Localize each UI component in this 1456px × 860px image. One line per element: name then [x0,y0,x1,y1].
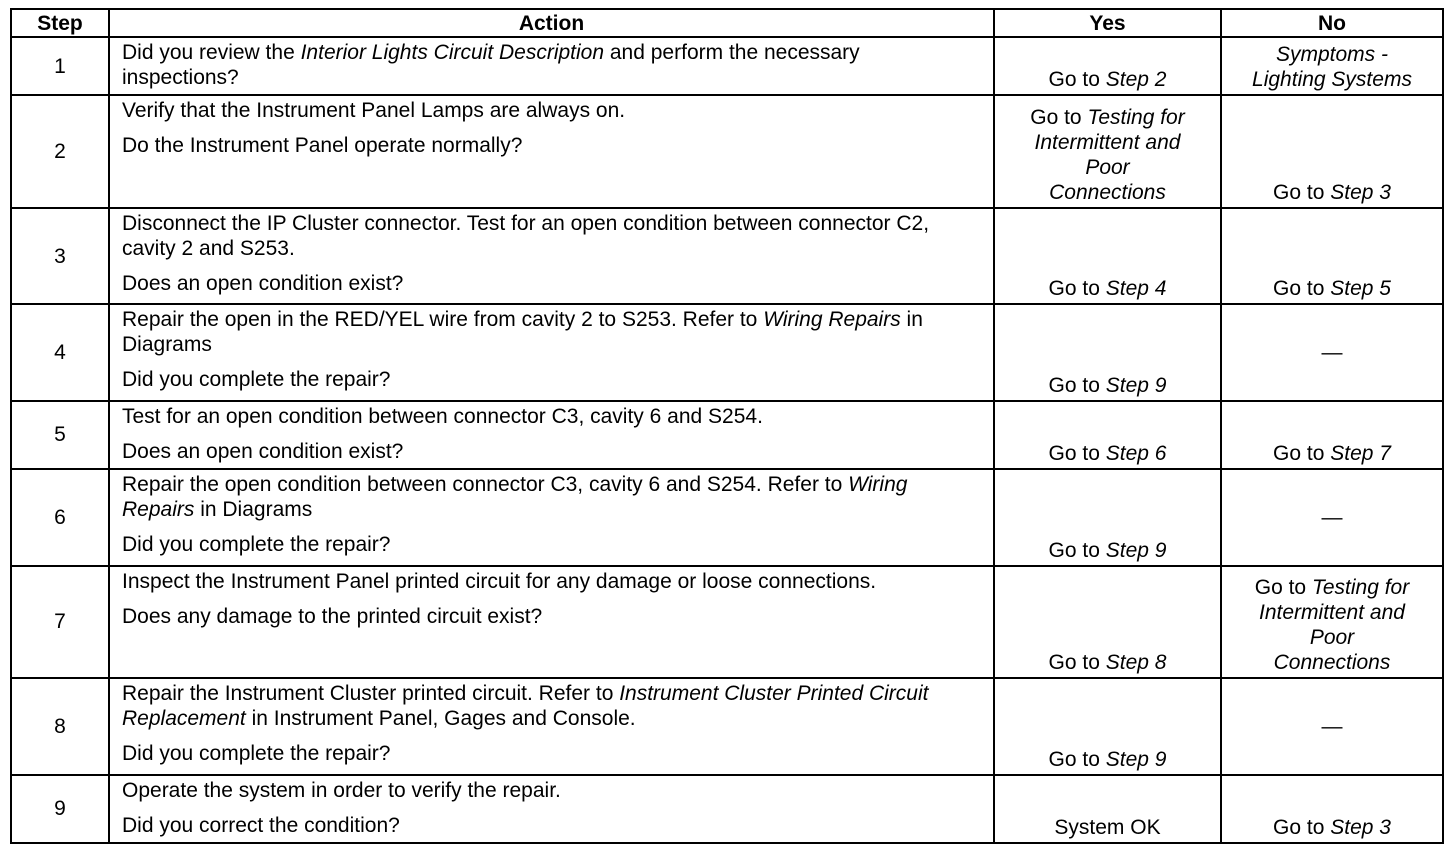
action-cell [109,95,994,208]
no-cell [1221,401,1443,469]
no-cell [1221,95,1443,208]
action-text: Did you review the [122,41,301,64]
action-cell [109,678,994,774]
yes-link[interactable]: Intermittent and [1034,130,1181,154]
table-row [11,469,1443,565]
header-row [11,9,1443,37]
no-cell [1221,208,1443,304]
action-cell [109,208,994,304]
table-row [11,208,1443,304]
action-question: Does any damage to the printed circuit exist? [122,604,543,628]
yes-link[interactable]: Step 6 [1105,442,1167,466]
yes-prefix: Go to [1048,68,1106,92]
action-reference: Instrument Cluster Printed Circuit Replacement [122,682,929,731]
yes-cell [994,469,1221,565]
no-prefix: Go to [1254,576,1312,600]
no-dash: — [1321,505,1343,529]
no-link[interactable]: Intermittent and [1259,601,1405,625]
yes-cell [994,304,1221,400]
header-no: No [1221,9,1443,37]
yes-prefix: Go to [1048,373,1106,397]
yes-link[interactable]: Step 9 [1105,747,1167,771]
action-text: in Diagrams [122,308,923,357]
yes-link[interactable]: Step 8 [1105,651,1167,675]
no-cell [1221,469,1443,565]
action-text: Operate the system in order to verify the repair. [122,778,561,802]
header-yes: Yes [994,9,1221,37]
action-text: Repair the Instrument Cluster printed circuit. Refer to [122,682,620,706]
action-text: in Diagrams [194,498,313,522]
no-link[interactable]: Step 3 [1330,816,1391,839]
step-number: 7 [11,566,109,679]
action-question: Did you complete the repair? [122,368,391,392]
step-number: 5 [11,401,109,469]
action-question: Does an open condition exist? [122,439,404,463]
action-text: Inspect the Instrument Panel printed circuit for any damage or loose connections. [122,569,877,593]
action-text: Repair the open condition between connector C3, cavity 6 and S254. Refer to [122,473,849,497]
action-text: Disconnect the IP Cluster connector. Test for an open condition between connector C2, cavity 2 and S253. [122,211,930,260]
table-row [11,401,1443,469]
action-reference: Interior Lights Circuit Description [300,41,605,64]
action-text: Repair the open in the RED/YEL wire from cavity 2 to S253. Refer to [122,308,764,332]
no-cell [1221,37,1443,95]
no-link[interactable]: Lighting Systems [1252,68,1412,92]
yes-cell [994,95,1221,208]
no-dash: — [1321,341,1343,365]
action-reference: Wiring Repairs [122,473,908,522]
yes-link[interactable]: Poor [1085,155,1130,179]
no-link[interactable]: Connections [1273,651,1391,675]
no-prefix: Go to [1273,180,1331,204]
diagnostic-table [10,8,1444,844]
action-question: Did you correct the condition? [122,813,400,837]
action-cell [109,469,994,565]
step-number: 1 [11,37,109,95]
no-link[interactable]: Poor [1309,626,1355,650]
yes-prefix: Go to [1048,538,1106,562]
yes-link[interactable]: Connections [1049,180,1166,204]
action-question: Do the Instrument Panel operate normally? [122,134,523,158]
action-question: Did you complete the repair? [122,533,391,557]
no-prefix: Go to [1273,277,1331,301]
action-question: Does an open condition exist? [122,271,404,295]
yes-link[interactable]: Step 9 [1105,373,1167,397]
yes-prefix: Go to [1048,442,1106,466]
table-row [11,37,1443,95]
header-step: Step [11,9,109,37]
action-question: Did you complete the repair? [122,742,391,766]
step-number: 2 [11,95,109,208]
action-cell [109,37,994,95]
yes-result: System OK [1054,816,1161,839]
action-text: in Instrument Panel, Gages and Console. [245,707,636,731]
yes-prefix: Go to [1030,105,1088,129]
table-row [11,95,1443,208]
no-link[interactable]: Step 5 [1330,277,1391,301]
yes-cell [994,566,1221,679]
no-cell [1221,304,1443,400]
yes-cell [994,401,1221,469]
action-cell [109,775,994,843]
no-cell [1221,775,1443,843]
yes-cell [994,678,1221,774]
step-number: 8 [11,678,109,774]
yes-link[interactable]: Step 2 [1105,68,1167,92]
yes-link[interactable]: Step 4 [1105,277,1167,301]
step-number: 6 [11,469,109,565]
step-number: 9 [11,775,109,843]
action-reference: Wiring Repairs [763,308,901,332]
yes-link[interactable]: Testing for [1087,105,1185,129]
table-row [11,678,1443,774]
no-link[interactable]: Symptoms - [1275,43,1388,67]
header-action: Action [109,9,994,37]
no-dash: — [1321,714,1343,738]
table-row [11,775,1443,843]
no-cell [1221,566,1443,679]
action-text: Verify that the Instrument Panel Lamps are always on. [122,99,626,123]
yes-cell [994,775,1221,843]
table-row [11,304,1443,400]
yes-prefix: Go to [1048,747,1106,771]
no-link[interactable]: Step 3 [1330,180,1391,204]
step-number: 4 [11,304,109,400]
yes-prefix: Go to [1048,277,1106,301]
no-link[interactable]: Step 7 [1330,442,1391,466]
no-cell [1221,678,1443,774]
yes-cell [994,37,1221,95]
no-prefix: Go to [1273,816,1331,839]
action-text: and perform the necessary inspections? [122,41,860,89]
no-link[interactable]: Testing for [1311,576,1410,600]
yes-prefix: Go to [1048,651,1106,675]
action-cell [109,566,994,679]
table-row [11,566,1443,679]
yes-cell [994,208,1221,304]
action-cell [109,304,994,400]
no-prefix: Go to [1273,442,1331,466]
action-cell [109,401,994,469]
step-number: 3 [11,208,109,304]
yes-link[interactable]: Step 9 [1105,538,1167,562]
action-text: Test for an open condition between connector C3, cavity 6 and S254. [122,404,763,428]
